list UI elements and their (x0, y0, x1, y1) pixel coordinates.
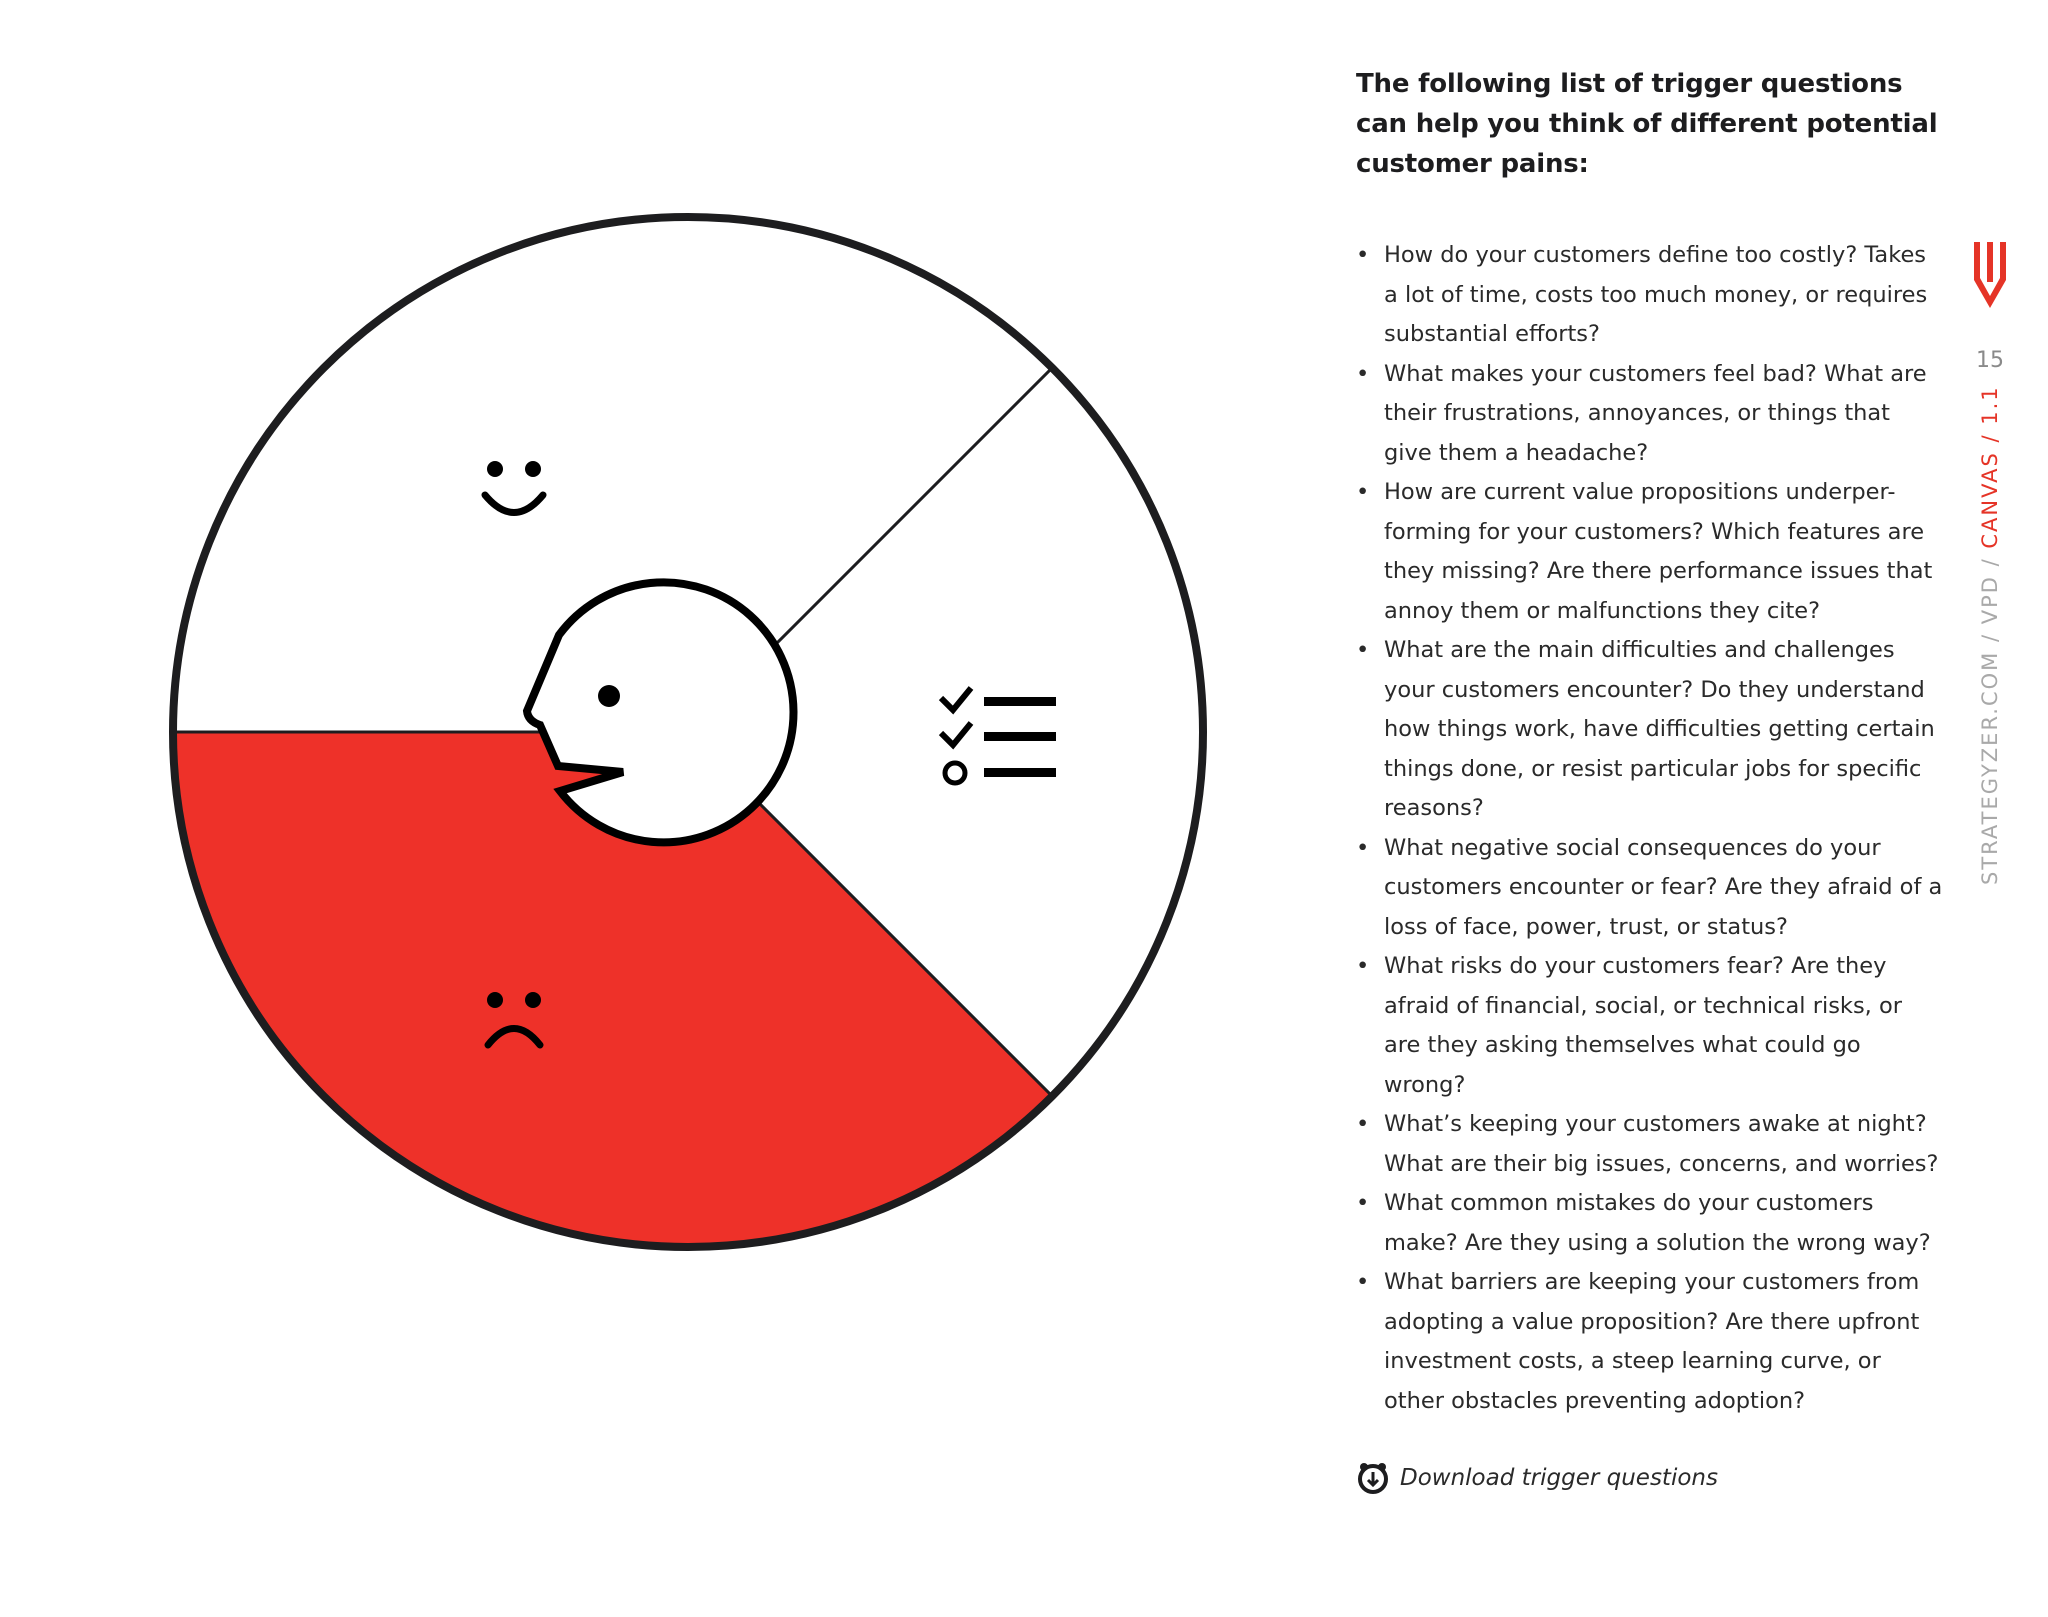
breadcrumb-separator: / (1978, 548, 2002, 576)
list-item: • What risks do your customers fear? Are they afraid of financial, social, or technical risks, or are they asking themselves what could go wrong? (1356, 947, 1944, 1105)
list-item: • How are current value propositions underper-forming for your customers? Which features are they missing? Are there performance issues that annoy them or malfunctions they cite? (1356, 473, 1944, 631)
breadcrumb-chapter[interactable]: CANVAS / 1.1 (1978, 385, 2002, 549)
list-item: • What makes your customers feel bad? What are their frustrations, annoyances, or things that give them a headache? (1356, 355, 1944, 474)
list-item: • What are the main difficulties and challenges your customers encounter? Do they understand how things work, have difficulties getting certain things done, or resist particular jobs for specific reasons? (1356, 631, 1944, 829)
list-item: • What’s keeping your customers awake at night? What are their big issues, concerns, and worries? (1356, 1105, 1944, 1184)
strategyzer-logo-icon (1972, 240, 2008, 310)
strategyzer-bear-icon (1356, 1461, 1390, 1495)
breadcrumb-section[interactable]: VPD (1978, 575, 2002, 625)
page-heading: The following list of trigger questions can help you think of different potential customer pains: (1356, 69, 1938, 179)
download-trigger-questions-link[interactable] (1356, 1461, 1956, 1495)
list-item: • How do your customers define too costly? Takes a lot of time, costs too much money, or requires substantial efforts? (1356, 236, 1944, 355)
list-item: • What negative social consequences do your customers encounter or fear? Are they afraid of a loss of face, power, trust, or status? (1356, 829, 1944, 948)
customer-head-icon (527, 582, 793, 842)
customer-profile-diagram (168, 212, 1208, 1252)
text-column (1356, 64, 1956, 1495)
breadcrumb (1978, 385, 2002, 885)
breadcrumb-separator: / (1978, 624, 2002, 651)
side-rail (1960, 240, 2020, 920)
page-number: 15 (1976, 348, 2004, 373)
breadcrumb-site[interactable]: STRATEGYZER.COM (1978, 650, 2002, 885)
trigger-question-list (1356, 236, 1956, 1421)
download-label: Download trigger questions (1400, 1465, 1718, 1491)
list-item: • What barriers are keeping your customers from adopting a value proposition? Are there upfront investment costs, a steep learning curve, or other obstacles preventing adoption? (1356, 1263, 1944, 1421)
list-item: • What common mistakes do your customers make? Are they using a solution the wrong way? (1356, 1184, 1944, 1263)
